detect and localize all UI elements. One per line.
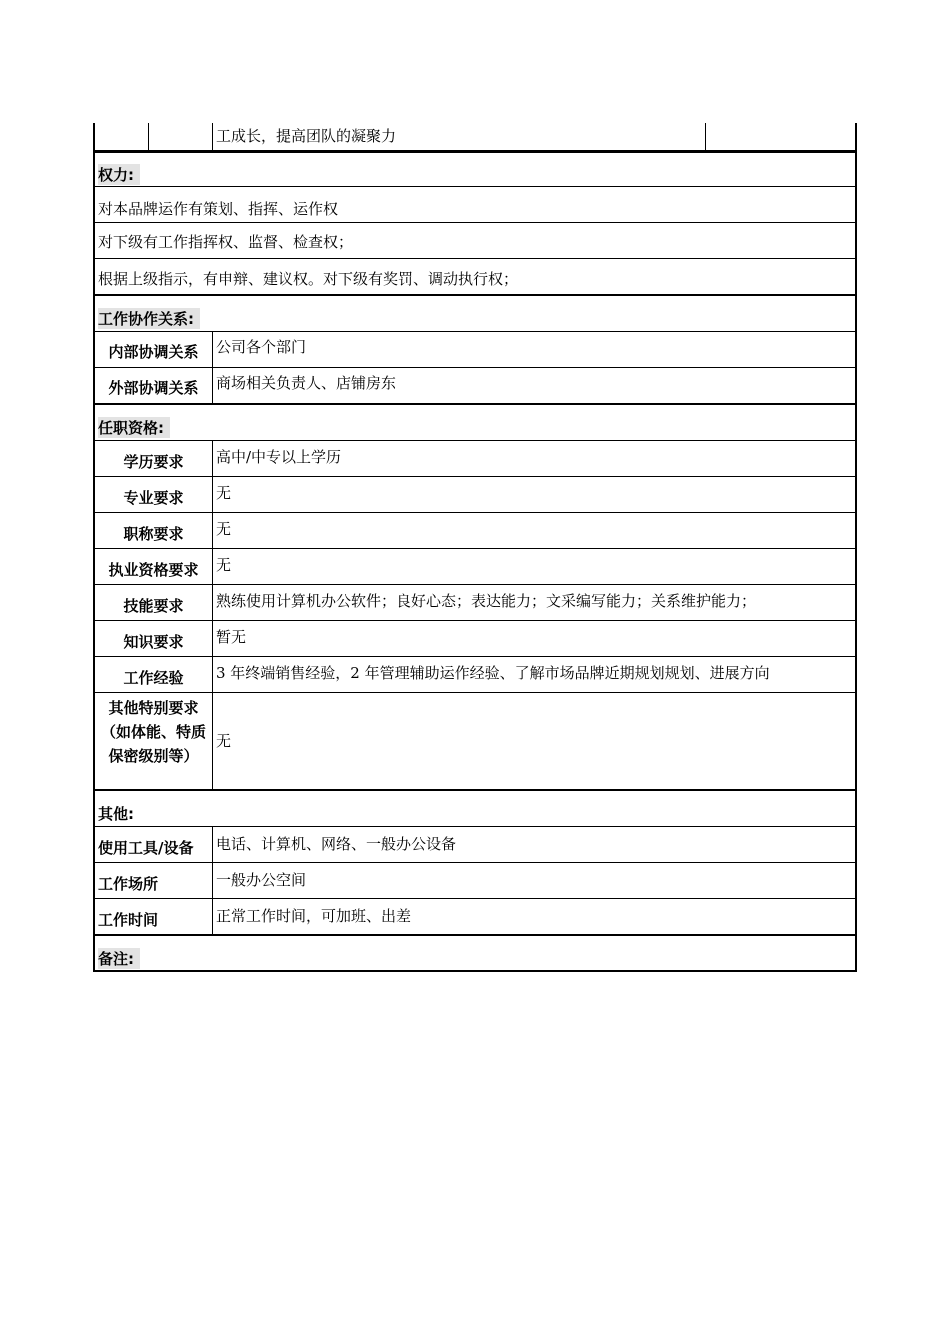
- internal-coordination-label: 内部协调关系: [108, 343, 199, 361]
- special-requirements-value: 无: [216, 732, 232, 750]
- qualification-row-special: [93, 693, 857, 791]
- skills-label: 技能要求: [123, 597, 184, 615]
- special-requirements-label: 其他特别要求（如体能、特质保密级别等）: [100, 699, 206, 765]
- other-header: 其他:: [98, 805, 134, 823]
- empty-cell: [148, 123, 212, 150]
- authority-item-row: [93, 187, 857, 223]
- continuation-row: [93, 123, 857, 151]
- authority-item: 对下级有工作指挥权、监督、检查权；: [98, 233, 354, 251]
- authority-item: 根据上级指示，有申辩、建议权。对下级有奖罚、调动执行权；: [98, 270, 519, 288]
- major-label: 专业要求: [123, 489, 184, 507]
- authority-header-row: [93, 151, 857, 187]
- knowledge-label: 知识要求: [123, 633, 184, 651]
- internal-coordination-value: 公司各个部门: [216, 338, 307, 356]
- qualification-row: [93, 657, 857, 693]
- working-hours-value: 正常工作时间，可加班、出差: [216, 907, 412, 925]
- other-row: [93, 827, 857, 863]
- qualification-row: [93, 549, 857, 585]
- remarks-header: 备注:: [98, 948, 140, 969]
- cooperation-header: 工作协作关系:: [98, 308, 200, 329]
- empty-cell: [95, 123, 148, 150]
- experience-value: 3 年终端销售经验，2 年管理辅助运作经验、了解市场品牌近期规划规划、进展方向: [216, 664, 770, 682]
- cooperation-row: [93, 368, 857, 405]
- external-coordination-value: 商场相关负责人、店铺房东: [216, 374, 397, 392]
- practice-qualification-value: 无: [216, 556, 232, 574]
- education-label: 学历要求: [123, 453, 184, 471]
- title-requirement-value: 无: [216, 520, 232, 538]
- job-description-table: [93, 123, 857, 972]
- authority-item-row: [93, 223, 857, 259]
- qualification-row: [93, 513, 857, 549]
- other-row: [93, 899, 857, 936]
- other-header-row: [93, 791, 857, 827]
- skills-value: 熟练使用计算机办公软件；良好心态；表达能力；文采编写能力；关系维护能力；: [216, 592, 757, 610]
- qualification-row: [93, 441, 857, 477]
- qualification-row: [93, 621, 857, 657]
- cooperation-row: [93, 332, 857, 368]
- qualifications-header: 任职资格:: [98, 417, 170, 438]
- qualification-row: [93, 585, 857, 621]
- empty-cell: [705, 123, 855, 150]
- remarks-row: [93, 936, 857, 972]
- education-value: 高中/中专以上学历: [216, 448, 342, 466]
- qualifications-header-row: [93, 405, 857, 441]
- other-row: [93, 863, 857, 899]
- practice-qualification-label: 执业资格要求: [108, 561, 199, 579]
- title-requirement-label: 职称要求: [123, 525, 184, 543]
- cooperation-header-row: [93, 296, 857, 332]
- tools-value: 电话、计算机、网络、一般办公设备: [216, 835, 457, 853]
- workplace-value: 一般办公空间: [216, 871, 307, 889]
- workplace-label: 工作场所: [98, 875, 159, 893]
- authority-item: 对本品牌运作有策划、指挥、运作权: [98, 200, 339, 218]
- major-value: 无: [216, 484, 232, 502]
- external-coordination-label: 外部协调关系: [108, 379, 199, 397]
- authority-header: 权力:: [98, 164, 140, 185]
- authority-item-row: [93, 259, 857, 296]
- knowledge-value: 暂无: [216, 628, 247, 646]
- working-hours-label: 工作时间: [98, 911, 159, 929]
- duty-text: 工成长，提高团队的凝聚力: [216, 127, 397, 145]
- duty-text-cell: [212, 123, 705, 150]
- tools-label: 使用工具/设备: [98, 839, 194, 857]
- qualification-row: [93, 477, 857, 513]
- experience-label: 工作经验: [123, 669, 184, 687]
